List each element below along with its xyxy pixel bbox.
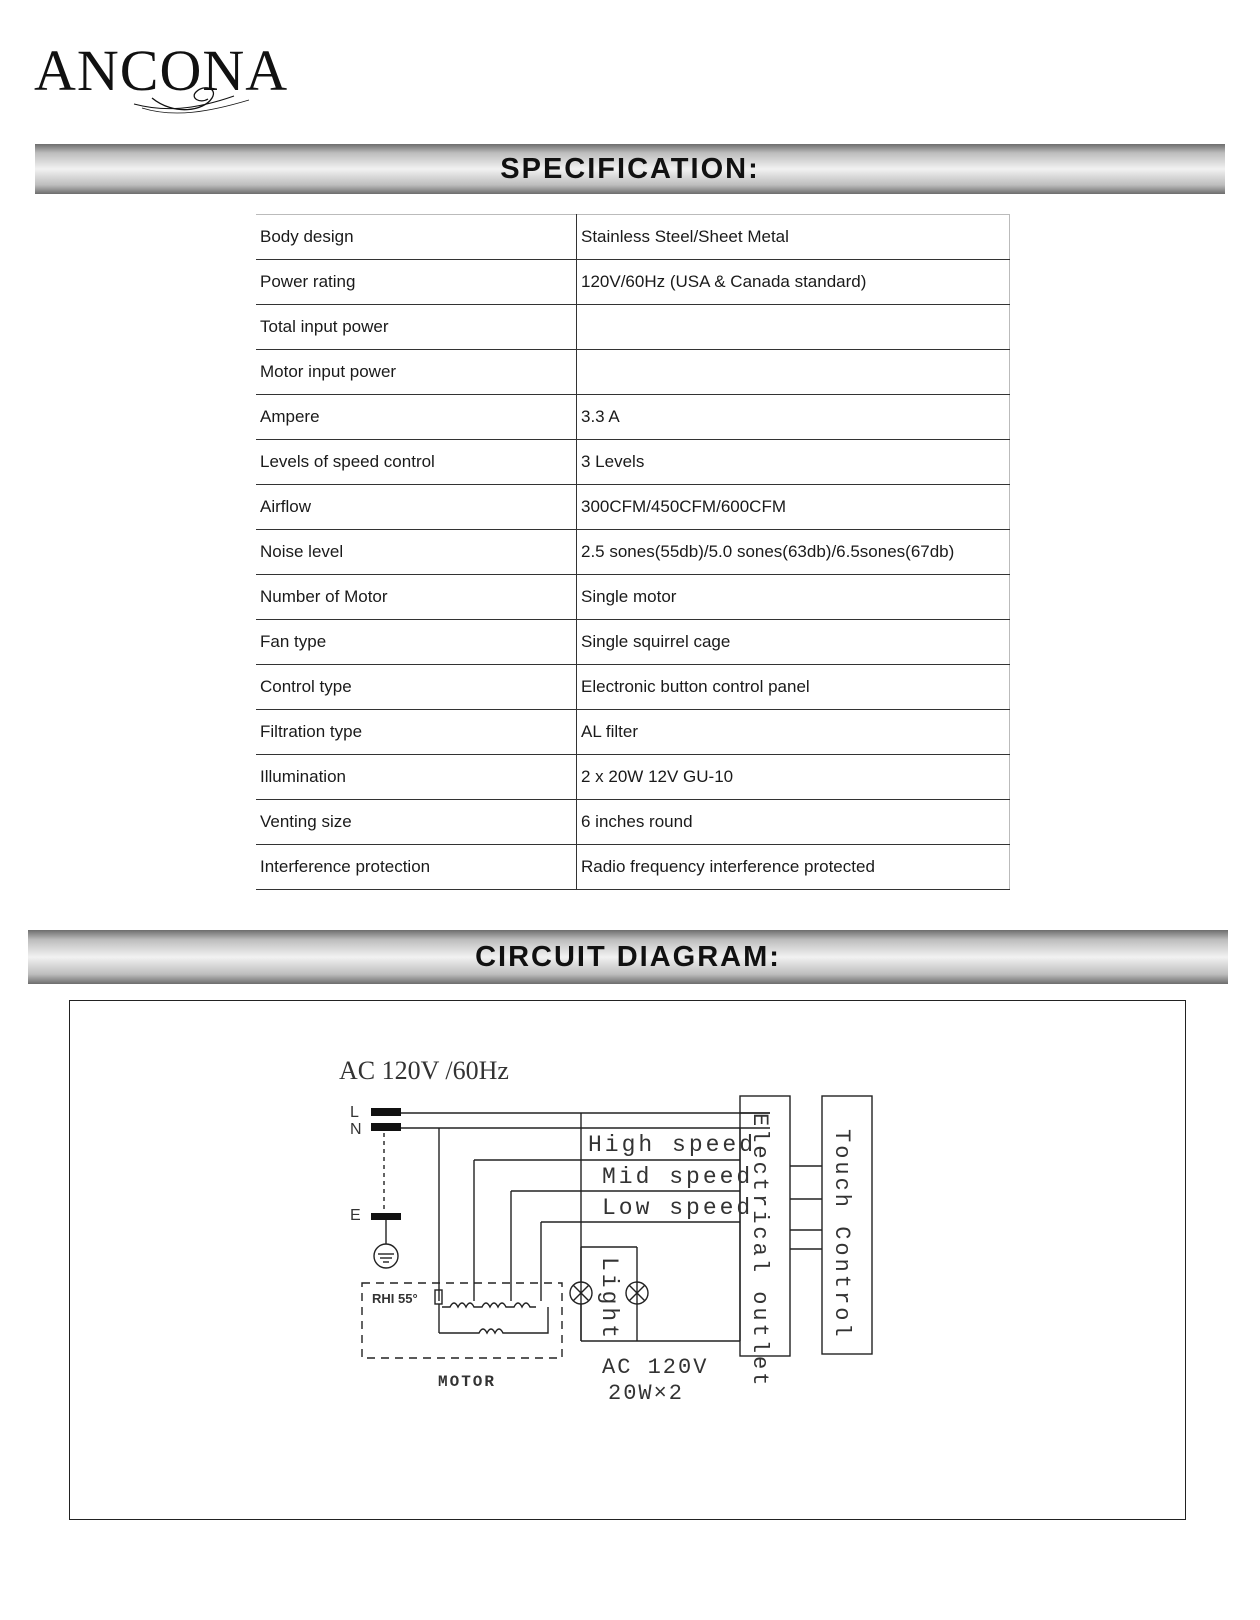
table-row [256,800,1010,845]
table-row [256,305,1010,350]
outlet-label: Electrical outlet [747,1113,772,1389]
spec-label: Total input power [256,305,577,350]
spec-label: Power rating [256,260,577,305]
spec-label: Filtration type [256,710,577,755]
logo-swirl-icon [34,36,304,116]
high-speed-label: High speed [588,1132,757,1158]
specification-header [35,144,1225,194]
earth-terminal [371,1213,401,1220]
motor-winding [442,1303,536,1307]
neutral-terminal [371,1123,401,1131]
spec-label: Body design [256,215,577,260]
spec-value: 2.5 sones(55db)/5.0 sones(63db)/6.5sones(67db) [577,530,1010,575]
mid-speed-label: Mid speed [602,1164,754,1190]
table-row [256,530,1010,575]
circuit-diagram [69,1000,1186,1520]
specification-title: SPECIFICATION: [500,152,760,185]
spec-label: Airflow [256,485,577,530]
table-row [256,395,1010,440]
table-row [256,620,1010,665]
spec-value: Single squirrel cage [577,620,1010,665]
earth-label: E [350,1207,361,1224]
spec-value [577,350,1010,395]
spec-label: Motor input power [256,350,577,395]
spec-value: AL filter [577,710,1010,755]
low-speed-label: Low speed [602,1195,754,1221]
motor-aux-winding [439,1307,548,1333]
table-row [256,485,1010,530]
table-row [256,710,1010,755]
spec-value: 2 x 20W 12V GU-10 [577,755,1010,800]
motor-label: MOTOR [438,1373,497,1391]
line-label: L [350,1104,359,1121]
touch-control-label: Touch Control [829,1129,854,1340]
spec-value: 3.3 A [577,395,1010,440]
table-row [256,575,1010,620]
spec-label: Levels of speed control [256,440,577,485]
spec-value: Single motor [577,575,1010,620]
circuit-schematic [70,1001,1187,1521]
spec-value: 6 inches round [577,800,1010,845]
spec-label: Ampere [256,395,577,440]
lamp-power-label: 20W×2 [608,1381,685,1406]
spec-value: Stainless Steel/Sheet Metal [577,215,1010,260]
spec-value: 3 Levels [577,440,1010,485]
spec-value: Electronic button control panel [577,665,1010,710]
spec-label: Interference protection [256,845,577,890]
spec-value: 120V/60Hz (USA & Canada standard) [577,260,1010,305]
table-row [256,845,1010,890]
spec-label: Noise level [256,530,577,575]
spec-value: Radio frequency interference protected [577,845,1010,890]
table-row [256,215,1010,260]
brand-name: ANCONA [34,38,289,103]
circuit-header [28,930,1228,984]
spec-value: 300CFM/450CFM/600CFM [577,485,1010,530]
spec-table [256,214,1010,890]
spec-label: Number of Motor [256,575,577,620]
light-label: Light [596,1257,622,1342]
supply-label: AC 120V /60Hz [339,1056,509,1085]
brand-logo [34,36,304,112]
spec-value [577,305,1010,350]
spec-label: Venting size [256,800,577,845]
ground-icon [374,1244,398,1268]
thermal-label: RHI 55° [372,1291,418,1306]
circuit-title: CIRCUIT DIAGRAM: [475,940,781,973]
spec-label: Control type [256,665,577,710]
table-row [256,755,1010,800]
spec-label: Illumination [256,755,577,800]
table-row [256,350,1010,395]
neutral-label: N [350,1121,362,1138]
spec-label: Fan type [256,620,577,665]
table-row [256,260,1010,305]
table-row [256,665,1010,710]
table-row [256,440,1010,485]
line-terminal [371,1108,401,1116]
lamp-voltage-label: AC 120V [602,1355,709,1380]
